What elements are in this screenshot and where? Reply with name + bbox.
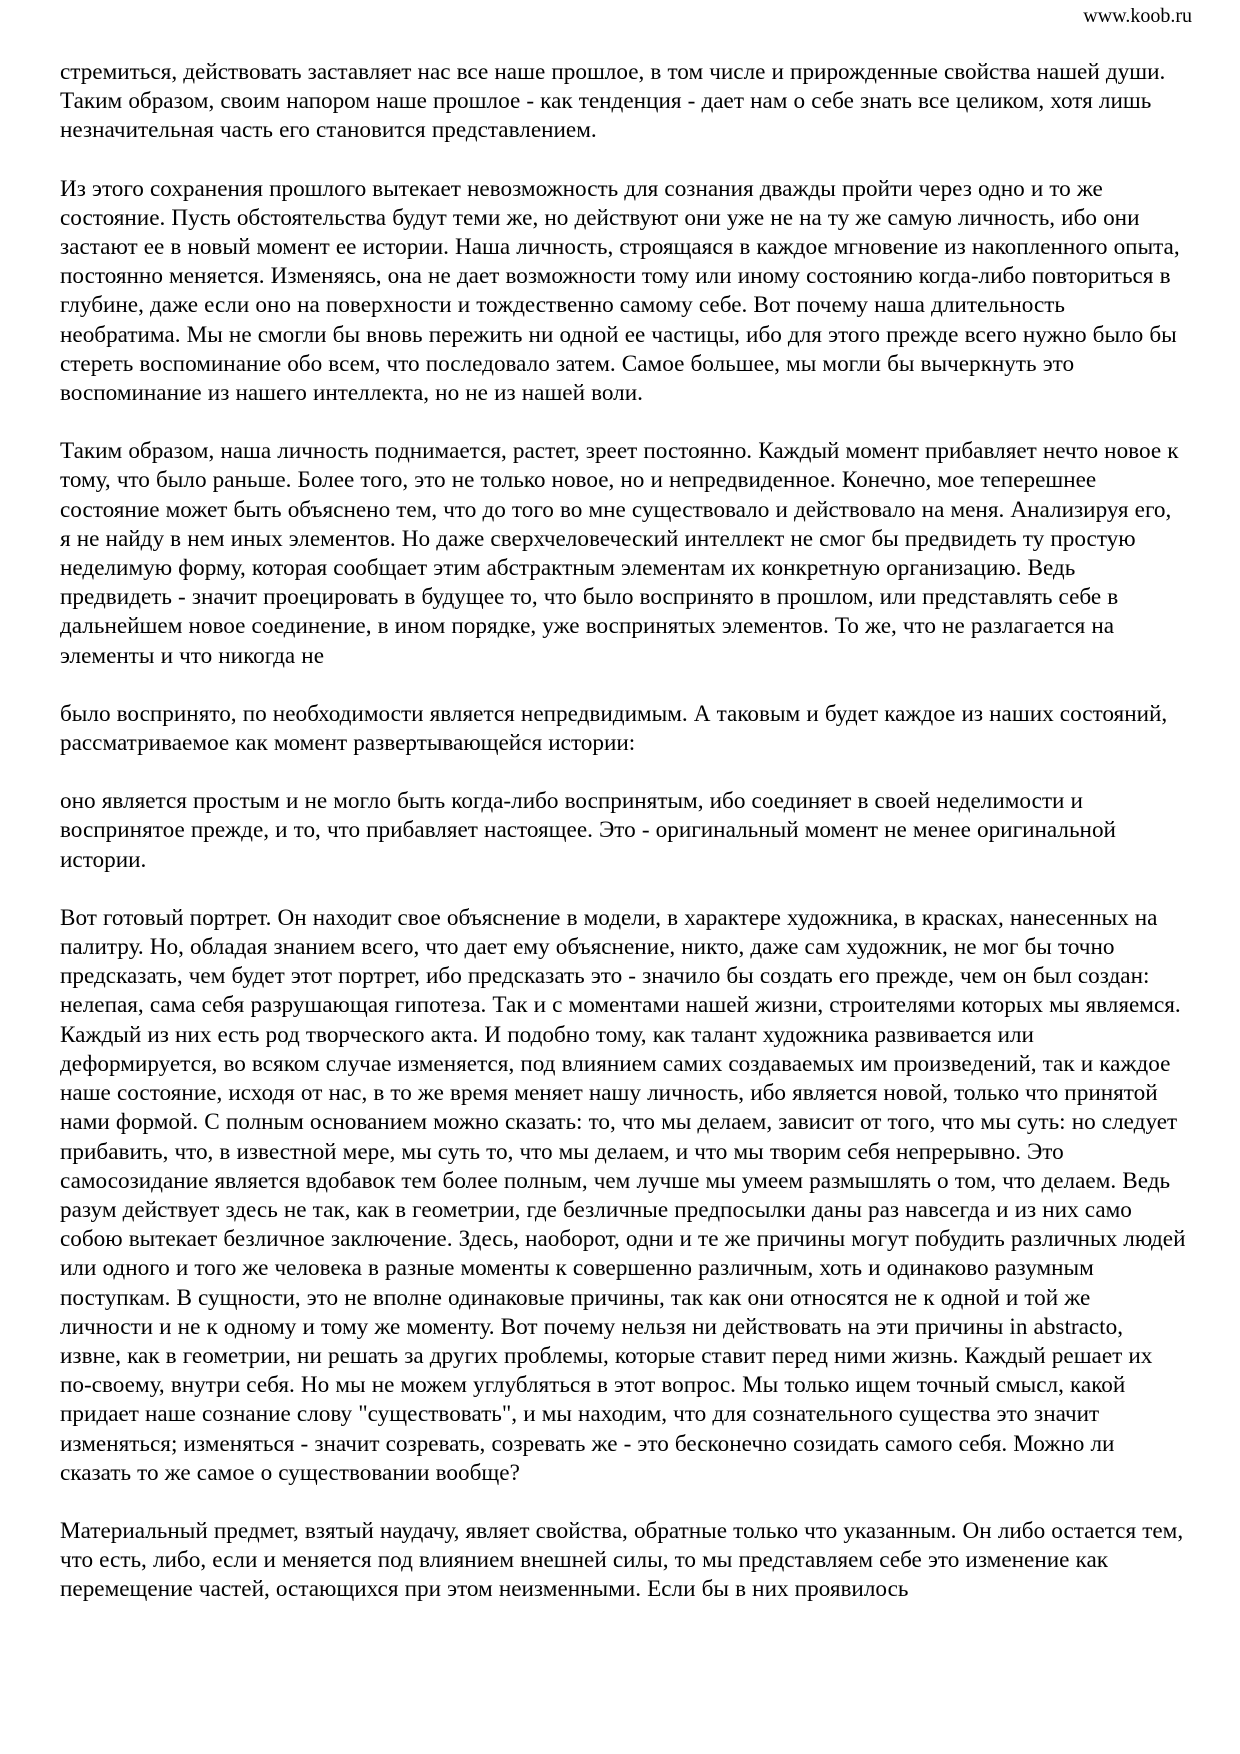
site-url[interactable]: www.koob.ru (1083, 5, 1192, 27)
paragraph: Материальный предмет, взятый наудачу, являет свойства, обратные только что указанным. Он либо остается тем, что есть, либо, если и меняется под влиянием внешней силы, то мы представляем себе это изменение как перемещение частей, остающихся при этом неизменными. Если бы в них проявилось (60, 1517, 1184, 1603)
paragraph: Таким образом, наша личность поднимается, растет, зреет постоянно. Каждый момент прибавляет нечто новое к тому, что было раньше. Более того, это не только новое, но и непредвиденное. Конечно, мое теперешнее состояние может быть объяснено тем, что до того во мне существовало и действовало на меня. Анализируя его, я не найду в нем иных элементов. Но даже сверхчеловеческий интеллект не смог бы предвидеть ту простую неделимую форму, которая сообщает этим абстрактным элементам их конкретную организацию. Ведь предвидеть - значит проецировать в будущее то, что было воспринято в прошлом, или представлять себе в дальнейшем новое соединение, в ином порядке, уже воспринятых элементов. То же, что не разлагается на элементы и что никогда не (60, 438, 1179, 669)
paragraph: было воспринято, по необходимости является непредвидимым. А таковым и будет каждое из наших состояний, рассматриваемое как момент развертывающейся истории: (60, 700, 1168, 757)
paragraph: оно является простым и не могло быть когда-либо воспринятым, ибо соединяет в своей неделимости и воспринятое прежде, и то, что прибавляет настоящее. Это - оригинальный момент не менее оригинальной истории. (60, 788, 1116, 873)
paragraph: Вот готовый портрет. Он находит свое объяснение в модели, в характере художника, в красках, нанесенных на палитру. Но, обладая знанием всего, что дает ему объяснение, никто, даже сам художник, не мог бы точно предсказать, чем будет этот портрет, ибо предсказать это - значило бы создать его прежде, чем он был создан: нелепая, сама себя разрушающая гипотеза. Так и с моментами нашей жизни, строителями которых мы являемся. Каждый из них есть род творческого акта. И подобно тому, как талант художника развивается или деформируется, во всяком случае изменяется, под влиянием самих создаваемых им произведений, так и каждое наше состояние, исходя от нас, в то же время меняет нашу личность, ибо является новой, только что принятой нами формой. С полным основанием можно сказать: то, что мы делаем, зависит от того, что мы суть: но следует прибавить, что, в известной мере, мы суть то, что мы делаем, и что мы творим себя непрерывно. Это самосозидание является вдобавок тем более полным, чем лучше мы умеем размышлять о том, что делаем. Ведь разум действует здесь не так, как в геометрии, где безличные предпосылки даны раз навсегда и из них само собою вытекает безличное заключение. Здесь, наоборот, одни и те же причины могут побудить различных людей или одного и того же человека в разные моменты к совершенно различным, хоть и одинаково разумным поступкам. В сущности, это не вполне одинаковые причины, так как они относятся не к одной и той же личности и не к одному и тому же моменту. Вот почему нельзя ни действовать на эти причины in abstracto, извне, как в геометрии, ни решать за других проблемы, которые ставит перед ними жизнь. Каждый решает их по-своему, внутри себя. Но мы не можем углубляться в этот вопрос. Мы только ищем точный смысл, какой придает наше сознание слову "существовать", и мы находим, что для сознательного существа это значит изменяться; изменяться - значит созревать, созревать же - это бесконечно созидать самого себя. Можно ли сказать то же самое о существовании вообще? (60, 904, 1186, 1486)
paragraph: Из этого сохранения прошлого вытекает невозможность для сознания дважды пройти через одно и то же состояние. Пусть обстоятельства будут теми же, но действуют они уже не на ту же самую личность, ибо они застают ее в новый момент ее истории. Наша личность, строящаяся в каждое мгновение из накопленного опыта, постоянно меняется. Изменяясь, она не дает возможности тому или иному состоянию когда-либо повториться в глубине, даже если оно на поверхности и тождественно самому себе. Вот почему наша длительность необратима. Мы не смогли бы вновь пережить ни одной ее частицы, ибо для этого прежде всего нужно было бы стереть воспоминание обо всем, что последовало затем. Самое большее, мы могли бы вычеркнуть это воспоминание из нашего интеллекта, но не из нашей воли. (60, 175, 1180, 407)
paragraph: стремиться, действовать заставляет нас все наше прошлое, в том числе и прирожденные свойства нашей души. Таким образом, своим напором наше прошлое - как тенденция - дает нам о себе знать все целиком, хотя лишь незначительная часть его становится представлением. (60, 59, 1166, 144)
document-body (60, 58, 1188, 1634)
